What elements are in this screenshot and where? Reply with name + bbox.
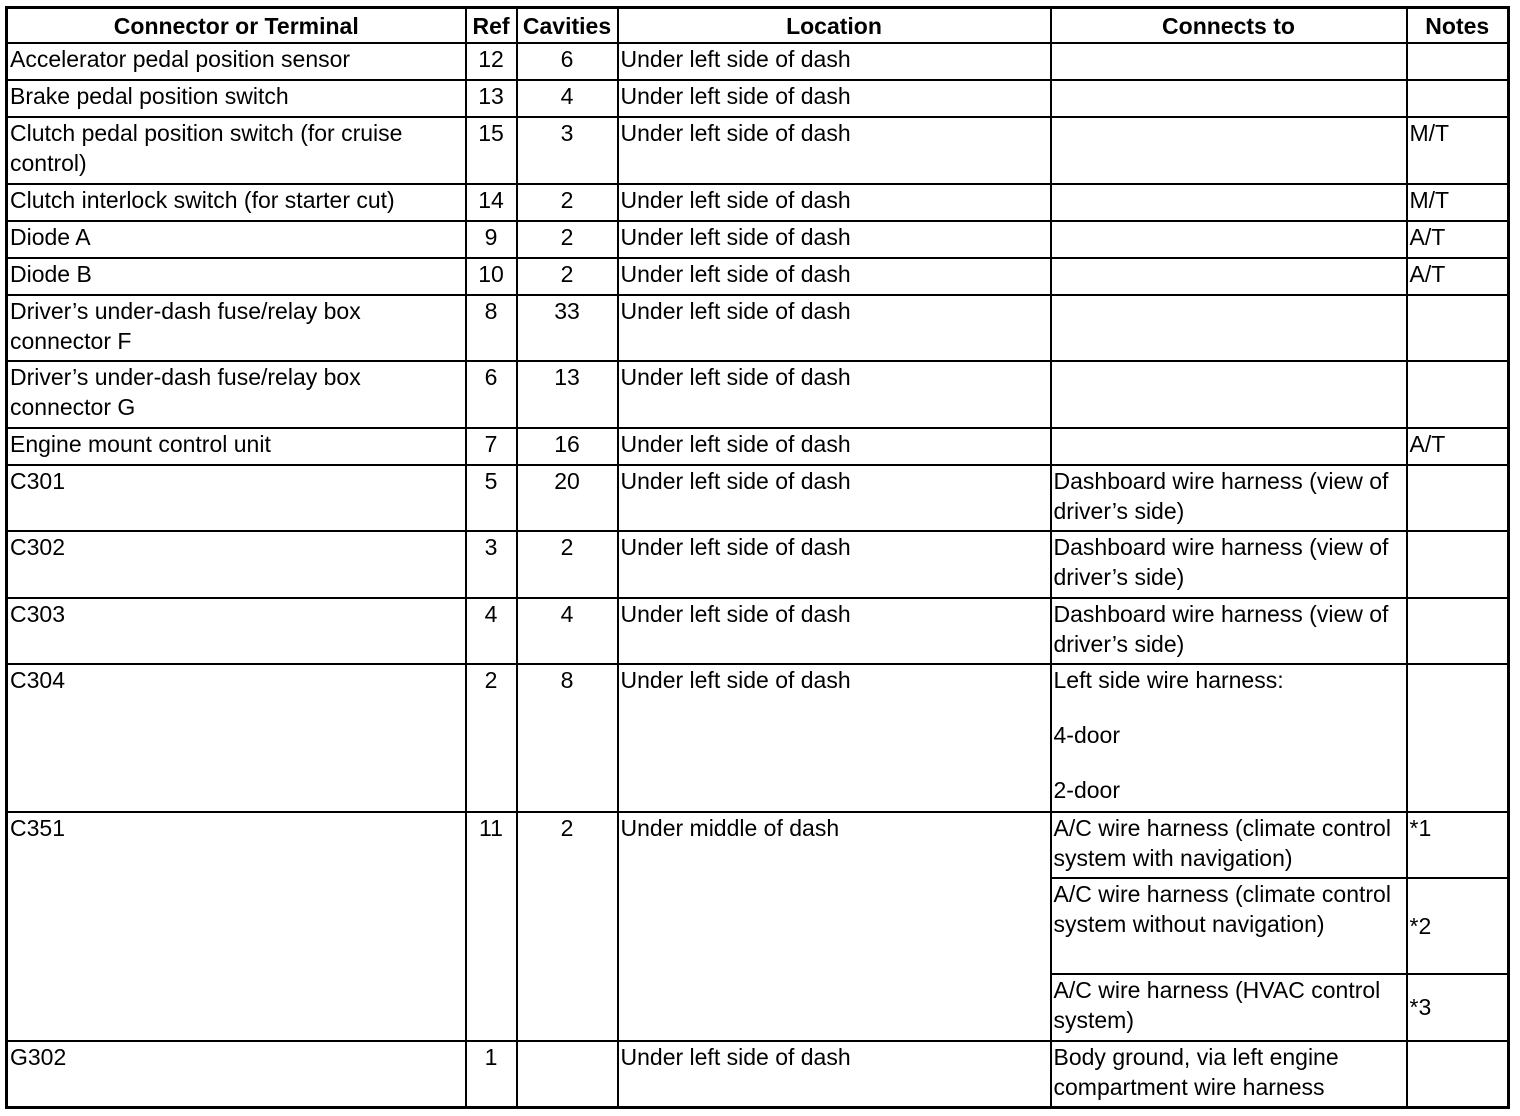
- cell-connector: Clutch interlock switch (for starter cut): [7, 184, 466, 221]
- cell-cavities: 6: [517, 43, 618, 80]
- cell-location: Under left side of dash: [618, 117, 1051, 183]
- table-row: [7, 295, 1509, 361]
- cell-location: Under left side of dash: [618, 598, 1051, 664]
- table-row: [7, 465, 1509, 531]
- cell-cavities: 2: [517, 221, 618, 258]
- cell-location: Under left side of dash: [618, 184, 1051, 221]
- cell-notes: *1: [1407, 812, 1509, 878]
- cell-connects-to: Body ground, via left engine compartment wire harness: [1051, 1041, 1407, 1108]
- cell-notes: [1407, 43, 1509, 80]
- header-notes: Notes: [1407, 8, 1509, 44]
- cell-ref: 10: [466, 258, 517, 295]
- cell-location: Under middle of dash: [618, 812, 1051, 1041]
- connects-to-line: 4-door: [1053, 721, 1120, 748]
- cell-location: Under left side of dash: [618, 80, 1051, 117]
- header-ref: Ref: [466, 8, 517, 44]
- cell-connects-to: Dashboard wire harness (view of driver’s side): [1051, 465, 1407, 531]
- table-row-g302: [7, 1041, 1509, 1108]
- table-row: [7, 184, 1509, 221]
- cell-connector: Accelerator pedal position sensor: [7, 43, 466, 80]
- cell-cavities: 4: [517, 80, 618, 117]
- cell-connector: Brake pedal position switch: [7, 80, 466, 117]
- cell-cavities: 13: [517, 361, 618, 427]
- cell-location: Under left side of dash: [618, 428, 1051, 465]
- cell-ref: 4: [466, 598, 517, 664]
- cell-connector: Driver’s under-dash fuse/relay box connector F: [7, 295, 466, 361]
- cell-notes: A/T: [1407, 428, 1509, 465]
- cell-notes: [1407, 1041, 1509, 1108]
- cell-connects-to: [1051, 117, 1407, 183]
- cell-cavities: 2: [517, 812, 618, 1041]
- cell-connects-to: [1051, 184, 1407, 221]
- header-row: [7, 8, 1509, 44]
- cell-ref: 11: [466, 812, 517, 1041]
- cell-ref: 6: [466, 361, 517, 427]
- cell-ref: 15: [466, 117, 517, 183]
- cell-location: Under left side of dash: [618, 1041, 1051, 1108]
- cell-location: Under left side of dash: [618, 465, 1051, 531]
- cell-cavities: 3: [517, 117, 618, 183]
- cell-connects-to: [1051, 295, 1407, 361]
- cell-cavities: 8: [517, 664, 618, 812]
- cell-notes: *3: [1407, 974, 1509, 1040]
- cell-notes: [1407, 80, 1509, 117]
- cell-ref: 2: [466, 664, 517, 812]
- cell-ref: 9: [466, 221, 517, 258]
- header-location: Location: [618, 8, 1051, 44]
- connector-table: [5, 6, 1510, 1109]
- cell-connects-to: [1051, 664, 1407, 812]
- cell-cavities: 16: [517, 428, 618, 465]
- cell-location: Under left side of dash: [618, 295, 1051, 361]
- cell-connects-to: Dashboard wire harness (view of driver’s side): [1051, 531, 1407, 597]
- cell-connector: C304: [7, 664, 466, 812]
- cell-connector: C351: [7, 812, 466, 1041]
- cell-location: Under left side of dash: [618, 664, 1051, 812]
- cell-connects-to: [1051, 221, 1407, 258]
- cell-notes: [1407, 664, 1509, 812]
- cell-connector: Clutch pedal position switch (for cruise control): [7, 117, 466, 183]
- cell-cavities: 2: [517, 184, 618, 221]
- cell-connects-to: [1051, 43, 1407, 80]
- cell-connector: C302: [7, 531, 466, 597]
- cell-connector: Engine mount control unit: [7, 428, 466, 465]
- header-cavities: Cavities: [517, 8, 618, 44]
- table-row: [7, 531, 1509, 597]
- cell-cavities: 33: [517, 295, 618, 361]
- cell-connector: C301: [7, 465, 466, 531]
- table-row: [7, 361, 1509, 427]
- cell-notes: [1407, 361, 1509, 427]
- cell-location: Under left side of dash: [618, 531, 1051, 597]
- cell-connector: C303: [7, 598, 466, 664]
- cell-ref: 7: [466, 428, 517, 465]
- table-row-c304: [7, 664, 1509, 812]
- cell-connects-to: Dashboard wire harness (view of driver’s side): [1051, 598, 1407, 664]
- cell-ref: 12: [466, 43, 517, 80]
- cell-connector: Diode B: [7, 258, 466, 295]
- cell-ref: 1: [466, 1041, 517, 1108]
- connects-to-line: Left side wire harness:: [1053, 666, 1284, 693]
- cell-location: Under left side of dash: [618, 43, 1051, 80]
- header-connects-to: Connects to: [1051, 8, 1407, 44]
- cell-notes: M/T: [1407, 117, 1509, 183]
- cell-connects-to: [1051, 80, 1407, 117]
- cell-location: Under left side of dash: [618, 221, 1051, 258]
- cell-cavities: [517, 1041, 618, 1108]
- cell-connector: Diode A: [7, 221, 466, 258]
- cell-connects-to: [1051, 258, 1407, 295]
- cell-cavities: 4: [517, 598, 618, 664]
- cell-connector: Driver’s under-dash fuse/relay box connector G: [7, 361, 466, 427]
- cell-notes: *2: [1407, 878, 1509, 974]
- cell-notes: [1407, 598, 1509, 664]
- cell-ref: 13: [466, 80, 517, 117]
- cell-ref: 14: [466, 184, 517, 221]
- cell-ref: 8: [466, 295, 517, 361]
- cell-connects-to: A/C wire harness (climate control system without navigation): [1051, 878, 1407, 974]
- cell-ref: 3: [466, 531, 517, 597]
- cell-cavities: 20: [517, 465, 618, 531]
- cell-notes: [1407, 465, 1509, 531]
- cell-ref: 5: [466, 465, 517, 531]
- cell-cavities: 2: [517, 531, 618, 597]
- cell-notes: M/T: [1407, 184, 1509, 221]
- cell-location: Under left side of dash: [618, 258, 1051, 295]
- table-row: [7, 598, 1509, 664]
- table-row: [7, 43, 1509, 80]
- cell-connects-to: [1051, 428, 1407, 465]
- cell-location: Under left side of dash: [618, 361, 1051, 427]
- cell-notes: A/T: [1407, 221, 1509, 258]
- cell-notes: A/T: [1407, 258, 1509, 295]
- table-row: [7, 428, 1509, 465]
- cell-connects-to: A/C wire harness (HVAC control system): [1051, 974, 1407, 1040]
- table-row-c351: [7, 812, 1509, 878]
- connects-to-line: 2-door: [1053, 776, 1120, 803]
- header-connector: Connector or Terminal: [7, 8, 466, 44]
- cell-connector: G302: [7, 1041, 466, 1108]
- cell-connects-to: [1051, 361, 1407, 427]
- table-row: [7, 258, 1509, 295]
- table-row: [7, 117, 1509, 183]
- cell-notes: [1407, 531, 1509, 597]
- cell-notes: [1407, 295, 1509, 361]
- cell-connects-to: A/C wire harness (climate control system with navigation): [1051, 812, 1407, 878]
- cell-cavities: 2: [517, 258, 618, 295]
- table-row: [7, 221, 1509, 258]
- table-row: [7, 80, 1509, 117]
